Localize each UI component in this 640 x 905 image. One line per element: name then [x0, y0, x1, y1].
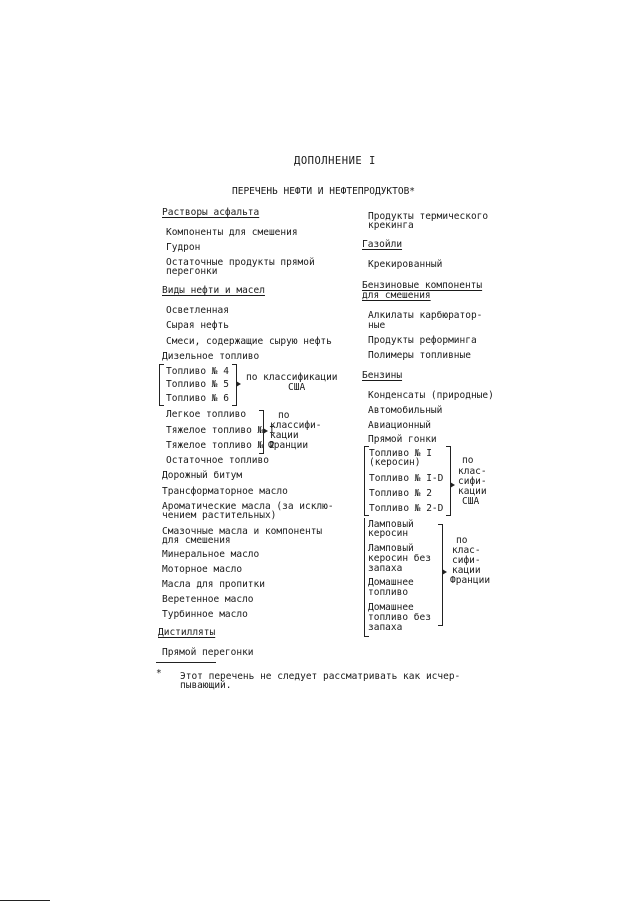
list-item: Ароматические масла (за исклю-: [162, 501, 334, 512]
list-item: Продукты реформинга: [368, 335, 477, 346]
list-item: (керосин): [369, 457, 421, 468]
list-item: Автомобильный: [368, 405, 443, 416]
classification-note: по: [278, 410, 290, 421]
classification-note: по: [462, 455, 474, 466]
list-item: керосин без: [368, 553, 431, 564]
list-item: Топливо № I-D: [369, 473, 444, 484]
list-item: ные: [368, 320, 386, 331]
list-item: топливо без: [368, 612, 431, 623]
classification-note: сифи-: [458, 476, 487, 487]
list-item: Топливо № 2-D: [369, 503, 444, 514]
list-item: топливо: [368, 587, 409, 598]
list-item: Топливо № 2: [369, 488, 432, 499]
classification-note: сифи-: [452, 555, 481, 566]
list-item: Крекированный: [368, 259, 443, 270]
footnote-marker: *: [156, 668, 162, 679]
classification-note: кации: [458, 486, 487, 497]
list-item: Топливо № I: [369, 448, 432, 459]
classification-note: кации: [270, 430, 299, 441]
list-item: Прямой перегонки: [162, 647, 254, 658]
list-item: Продукты термического: [368, 211, 489, 222]
list-item: Конденсаты (природные): [368, 390, 494, 401]
list-item: Полимеры топливные: [368, 350, 471, 361]
list-item: Сырая нефть: [166, 320, 229, 331]
appendix-title: ДОПОЛНЕНИЕ I: [294, 155, 376, 167]
classification-note: по: [456, 535, 468, 546]
classification-note: Франции: [450, 575, 491, 586]
classification-note: Франции: [268, 440, 309, 451]
list-item: для смешения: [162, 535, 231, 546]
list-item: Прямой гонки: [368, 434, 437, 445]
list-item: Ламповый: [368, 543, 414, 554]
list-item: Веретенное масло: [162, 594, 254, 605]
usa-left-bracket: [159, 364, 164, 406]
list-item: запаха: [368, 563, 403, 574]
france-right-brace: [438, 524, 443, 626]
list-item: Дорожный битум: [162, 470, 243, 481]
list-item: чением растительных): [162, 510, 277, 521]
list-item: Ламповый: [368, 519, 414, 530]
list-item: Остаточное топливо: [166, 455, 269, 466]
list-item: Топливо № 6: [166, 393, 229, 404]
list-item: Минеральное масло: [162, 549, 260, 560]
classification-note: классифи-: [270, 420, 322, 431]
brace-arrow-icon: [442, 569, 447, 575]
brace-arrow-icon: [236, 381, 241, 387]
list-item: Легкое топливо: [166, 409, 247, 420]
footnote-text: Этот перечень не следует рассматривать как исчер-: [180, 671, 461, 682]
list-item: Смеси, содержащие сырую нефть: [166, 336, 332, 347]
gasoline-heading: Бензины: [362, 370, 403, 381]
oils-heading: Виды нефти и масел: [162, 285, 265, 296]
brace-arrow-icon: [263, 428, 268, 434]
classification-note: клас-: [452, 545, 481, 556]
list-item: Домашнее: [368, 577, 414, 588]
classification-note: США: [288, 382, 306, 393]
list-subtitle: ПЕРЕЧЕНЬ НЕФТИ И НЕФТЕПРОДУКТОВ*: [232, 186, 416, 197]
list-item: Трансформаторное масло: [162, 486, 288, 497]
brace-arrow-icon: [450, 482, 455, 488]
list-item: Моторное масло: [162, 564, 243, 575]
list-item: Компоненты для смешения: [166, 227, 298, 238]
list-item: Авиационный: [368, 420, 431, 431]
list-item: перегонки: [166, 266, 218, 277]
list-item: Топливо № 4: [166, 366, 229, 377]
usa-right-brace: [446, 446, 451, 516]
distillates-heading: Дистилляты: [158, 627, 216, 638]
list-item: Дизельное топливо: [162, 351, 260, 362]
blend-heading: для смешения: [362, 290, 431, 301]
list-item: Масла для пропитки: [162, 579, 265, 590]
list-item: Турбинное масло: [162, 609, 248, 620]
classification-note: по классификации: [246, 372, 338, 383]
list-item: запаха: [368, 622, 403, 633]
list-item: Гудрон: [166, 242, 201, 253]
classification-note: США: [462, 496, 480, 507]
blend-heading: Бензиновые компоненты: [362, 280, 483, 291]
footnote-rule: [156, 662, 216, 663]
list-item: Осветленная: [166, 305, 229, 316]
list-item: Домашнее: [368, 602, 414, 613]
list-item: Смазочные масла и компоненты: [162, 526, 323, 537]
classification-note: клас-: [458, 466, 487, 477]
list-item: Алкилаты карбюратор-: [368, 310, 483, 321]
asphalt-heading: Растворы асфальта: [162, 207, 260, 218]
list-item: Топливо № 5: [166, 379, 229, 390]
list-item: крекинга: [368, 220, 414, 231]
list-item: Тяжелое топливо № 2: [166, 440, 275, 451]
gasoils-heading: Газойли: [362, 239, 403, 250]
footnote-text: пывающий.: [180, 680, 232, 691]
list-item: керосин: [368, 528, 409, 539]
bottom-edge-line: [0, 900, 50, 901]
classification-note: кации: [452, 565, 481, 576]
list-item: Тяжелое топливо № I: [166, 425, 275, 436]
list-item: Остаточные продукты прямой: [166, 257, 315, 268]
